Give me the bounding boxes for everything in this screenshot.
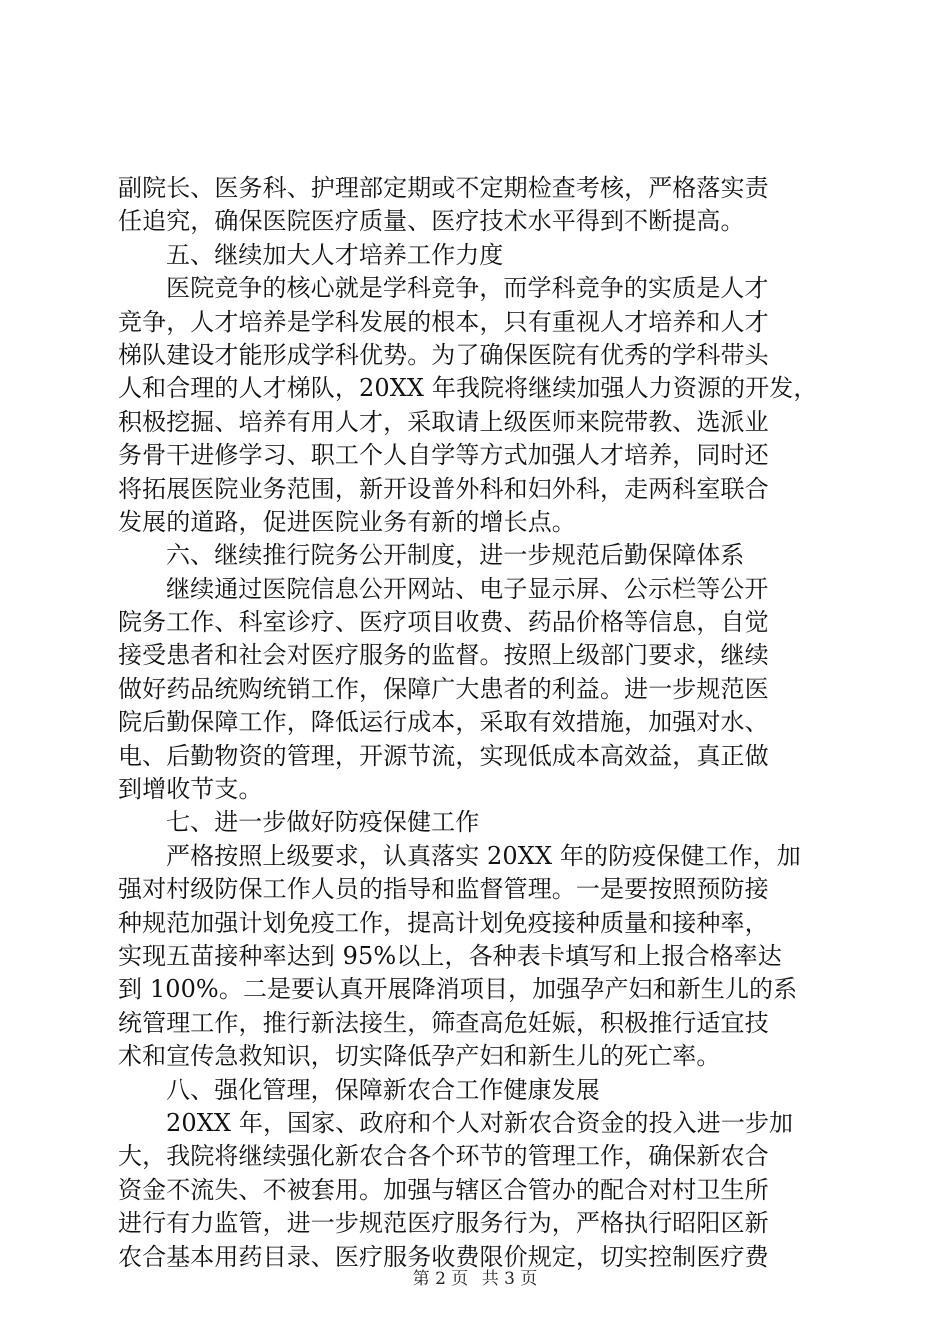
text-line: 发展的道路，促进医院业务有新的增长点。 [118,507,576,536]
text-line: 做好药品统购统销工作，保障广大患者的利益。进一步规范医 [118,674,769,703]
text-line: 积极挖掘、培养有用人才，采取请上级医师来院带教、选派业 [118,407,769,436]
text-line: 竞争，人才培养是学科发展的根本，只有重视人才培养和人才 [118,307,769,336]
text-line: 强对村级防保工作人员的指导和监督管理。一是要按照预防接 [118,875,769,904]
section-heading: 七、进一步做好防疫保健工作 [166,808,480,837]
text-line: 医院竞争的核心就是学科竞争，而学科竞争的实质是人才 [166,274,769,303]
text-line: 将拓展医院业务范围，新开设普外科和妇外科，走两科室联合 [118,474,769,503]
section-heading: 八、强化管理，保障新农合工作健康发展 [166,1075,600,1104]
text-line: 到 100%。二是要认真开展降消项目，加强孕产妇和新生儿的系 [118,975,798,1004]
text-line: 人和合理的人才梯队，20XX 年我院将继续加强人力资源的开发， [118,374,818,403]
section-heading: 六、继续推行院务公开制度，进一步规范后勤保障体系 [166,541,745,570]
document-body [118,172,836,1274]
text-line: 资金不流失、不被套用。加强与辖区合管办的配合对村卫生所 [118,1175,769,1204]
text-line: 种规范加强计划免疫工作，提高计划免疫接种质量和接种率， [118,908,769,937]
text-line: 院后勤保障工作，降低运行成本，采取有效措施，加强对水、 [118,708,769,737]
page-total: 共 3 页 [481,1269,538,1289]
text-line: 大，我院将继续强化新农合各个环节的管理工作，确保新农合 [118,1142,769,1171]
page-number: 第 2 页 [412,1269,469,1289]
text-line: 梯队建设才能形成学科优势。为了确保医院有优秀的学科带头 [118,340,769,369]
section-heading: 五、继续加大人才培养工作力度 [166,240,504,269]
text-line: 统管理工作，推行新法接生，筛查高危妊娠，积极推行适宜技 [118,1008,769,1037]
text-line: 任追究，确保医院医疗质量、医疗技术水平得到不断提高。 [118,207,745,236]
text-line: 农合基本用药目录、医疗服务收费限价规定，切实控制医疗费 [118,1242,769,1271]
text-line: 术和宣传急救知识，切实降低孕产妇和新生儿的死亡率。 [118,1042,721,1071]
text-line: 严格按照上级要求，认真落实 20XX 年的防疫保健工作，加 [166,841,801,870]
text-line: 务骨干进修学习、职工个人自学等方式加强人才培养，同时还 [118,441,769,470]
text-line: 继续通过医院信息公开网站、电子显示屏、公示栏等公开 [166,574,769,603]
page-footer [0,1264,950,1289]
text-line: 院务工作、科室诊疗、医疗项目收费、药品价格等信息，自觉 [118,608,769,637]
text-line: 实现五苗接种率达到 95%以上，各种表卡填写和上报合格率达 [118,941,782,970]
text-line: 接受患者和社会对医疗服务的监督。按照上级部门要求，继续 [118,641,769,670]
text-line: 20XX 年，国家、政府和个人对新农合资金的投入进一步加 [166,1108,794,1137]
text-line: 进行有力监管，进一步规范医疗服务行为，严格执行昭阳区新 [118,1209,769,1238]
text-line: 电、后勤物资的管理，开源节流，实现低成本高效益，真正做 [118,741,769,770]
text-line: 到增收节支。 [118,775,263,804]
text-line: 副院长、医务科、护理部定期或不定期检查考核，严格落实责 [118,174,769,202]
